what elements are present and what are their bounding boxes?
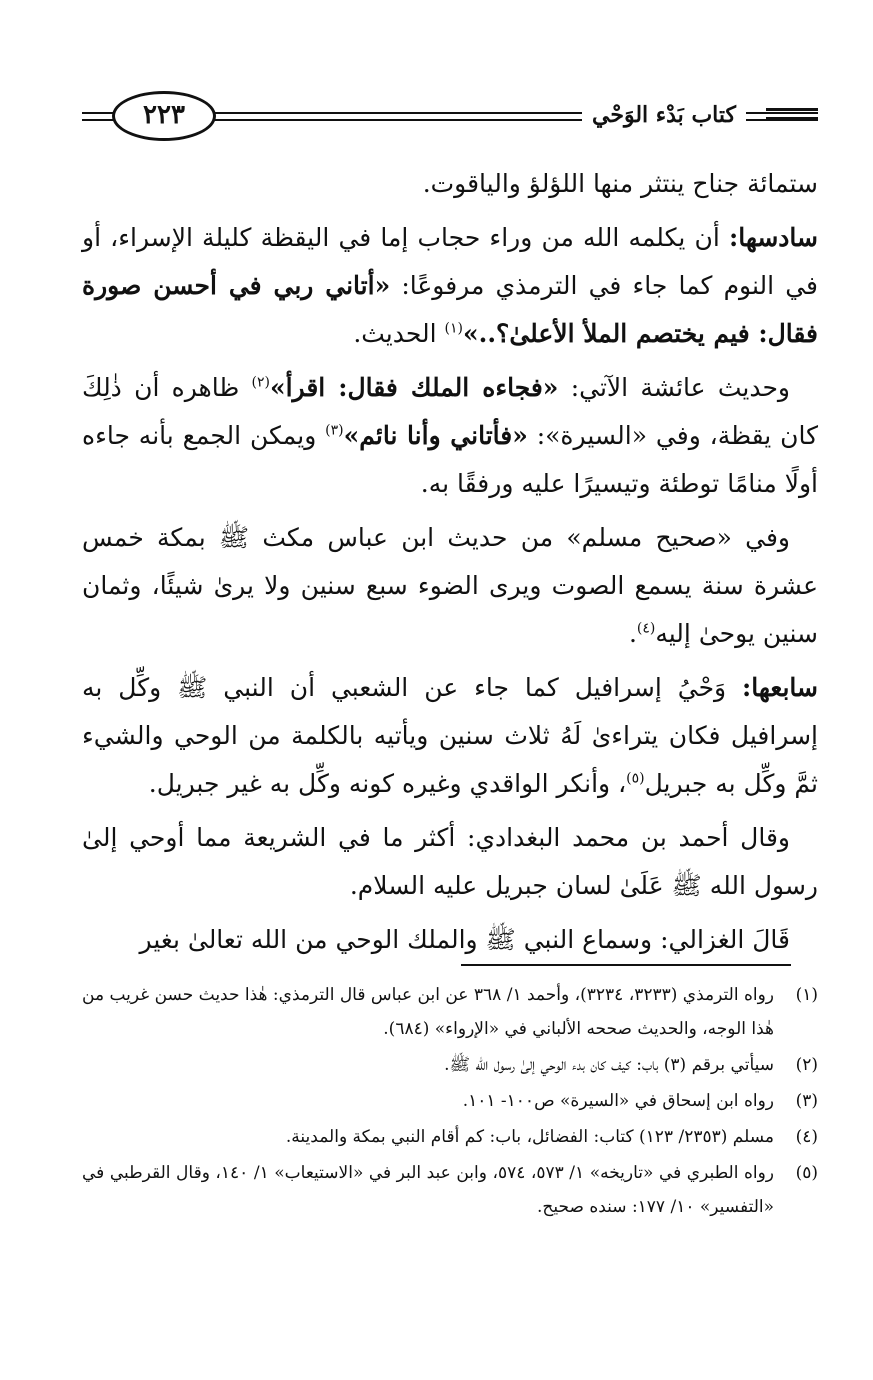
footnote-ref: (٢) [251,374,270,391]
footnote-ref: (٥) [626,770,645,787]
paragraph [82,664,818,808]
running-header [82,88,818,146]
paragraph [82,814,818,910]
hadith-quote: «فجاءه الملك فقال: اقرأ» [269,373,559,402]
hadith-quote: «أتاني ربي في أحسن صورة فقال: فيم يختصم الملأ الأعلىٰ؟..» [82,271,818,348]
footnote-text: رواه ابن إسحاق في «السيرة» ص١٠٠- ١٠١. [462,1091,774,1111]
footnote-text: رواه الطبري في «تاريخه» ١/ ٥٧٣، ٥٧٤، وابن عبد البر في «الاستيعاب» ١/ ١٤٠، وقال القرطبي في «التفسير» ١٠/ ١٧٧: سنده صحيح. [82,1163,774,1217]
paragraph-text: ستمائة جناح ينتثر منها اللؤلؤ والياقوت. [422,169,818,198]
footnote [82,1048,818,1082]
footnote [82,1120,818,1154]
running-title: كتاب بَدْء الوَحْي [582,95,746,135]
footnote-number: (١) [795,985,818,1005]
header-ornament [766,108,818,111]
footnote-ref: (٣) [325,422,344,439]
footnote-ref: (١) [444,320,464,337]
footnote-separator [461,964,791,966]
paragraph-text: ويمكن الجمع بأنه جاءه أولًا منامًا توطئة وتيسيرًا عليه ورفقًا به. [82,421,818,498]
footnote-ref: (٤) [636,620,656,637]
paragraph-text: الحديث. [353,319,445,348]
footnote-number: (٥) [795,1163,818,1183]
paragraph-text: قَالَ الغزالي: وسماع النبي ﷺ والملك الوحي من الله تعالىٰ بغير [139,925,790,954]
paragraph-text: . [628,619,637,648]
paragraph-text: وفي «صحيح مسلم» من حديث ابن عباس مكث ﷺ بمكة خمس عشرة سنة يسمع الصوت ويرى الضوء سبع سنين ولا يرىٰ شيئًا، وثمان سنين يوحىٰ إليه [82,523,818,648]
header-ornament [766,117,818,120]
paragraph-text: أن يكلمه الله من وراء حجاب إما في اليقظة كليلة الإسراء، أو في النوم كما جاء في الترمذي مرفوعًا: [82,223,818,300]
footnote [82,1156,818,1224]
footnote-text: مسلم (٢٣٥٣/ ١٢٣) كتاب: الفضائل، باب: كم أقام النبي بمكة والمدينة. [285,1127,774,1147]
paragraph-text: وحديث عائشة الآتي: [558,373,790,402]
section-lead: سابعها: [742,673,818,702]
paragraph-text: وقال أحمد بن محمد البغدادي: أكثر ما في الشريعة مما أوحي إلىٰ رسول الله ﷺ عَلَىٰ لسان جبريل عليه السلام. [82,823,818,900]
footnote-text: رواه الترمذي (٣٢٣٣، ٣٢٣٤)، وأحمد ١/ ٣٦٨ عن ابن عباس قال الترمذي: هٰذا حديث حسن غريب من هٰذا الوجه، والحديث صححه الألباني في «الإرواء» (٦٨٤). [82,985,775,1039]
paragraph [82,514,818,658]
hadith-quote: «فأتاني وأنا نائم» [343,421,528,450]
footnotes [82,978,818,1226]
footnote-number: (٢) [795,1055,818,1075]
footnote-number: (٣) [795,1091,818,1111]
page-number: ٢٢٣ [112,91,216,141]
footnote [82,1084,818,1118]
paragraph [82,160,818,208]
footnote-text: سيأتي برقم (٣) باب: كيف كان بدء الوحي إلىٰ رسول الله ﷺ. [444,1055,774,1075]
paragraph [82,916,818,964]
paragraph-text: ، وأنكر الواقدي وغيره كونه وكِّل به غير جبريل. [148,769,627,798]
section-lead: سادسها: [728,223,818,252]
paragraph-text: ظاهره أن ذٰلِكَ كان يقظة، وفي «السيرة»: [82,373,818,450]
paragraph [82,214,818,358]
footnote [82,978,818,1046]
paragraph [82,364,818,508]
main-text [82,160,818,970]
footnote-number: (٤) [795,1127,818,1147]
paragraph-text: وَحْيُ إسرافيل كما جاء عن الشعبي أن النبي ﷺ وكِّل به إسرافيل فكان يتراءىٰ لَهُ ثلاث سنين ويأتيه بالكلمة من الوحي والشيء ثمَّ وكِّل به جبريل [82,673,818,798]
